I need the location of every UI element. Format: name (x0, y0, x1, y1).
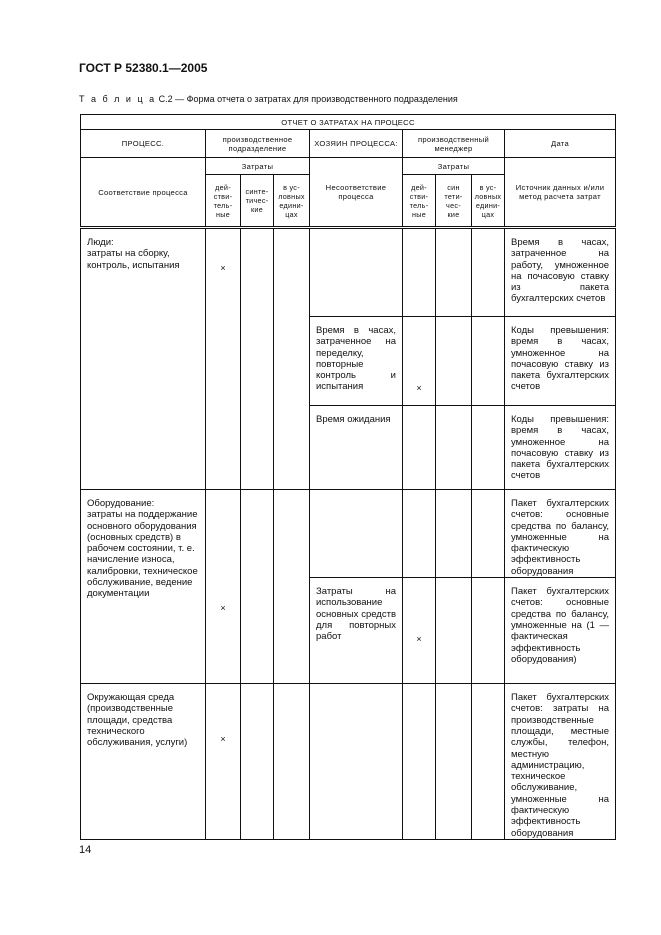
cost-report-table (80, 114, 616, 840)
header-data-source: Источник данных и/или метод расчета затрат (505, 158, 616, 228)
header-synthetic-costs-right: син тети- чес- кие (436, 175, 472, 228)
equipment-conformity: Оборудование: затраты на поддержание основного оборудования (основных средств) в рабочем состоянии, т. е. начисление износа, калибровки, техническое обслуживание, ведение документации (81, 490, 206, 684)
table-row (81, 228, 616, 317)
environment-actual-mark: × (206, 684, 241, 840)
header-actual-costs: дей- стви- тель- ные (206, 175, 241, 228)
header-synthetic-costs: синте- тичес- кие (241, 175, 274, 228)
header-costs-left: Затраты (206, 158, 310, 175)
people-conformity: Люди: затраты на сборку, контроль, испытания (81, 228, 206, 490)
people-actual-mark: × (206, 228, 241, 490)
rework-nonconformity: Время в часах, затраченное на переделку, повторные контроль и испытания (310, 317, 403, 406)
header-process: ПРОЦЕСС. (81, 130, 206, 158)
equipment-source: Пакет бухгалтерских счетов: основные средства по балансу, умноженные на фактическую эффективность оборудования (505, 490, 616, 578)
environment-source: Пакет бухгалтерских счетов: затраты на производственные площади, местные службы, телефон, местную администрацию, техническое обслуживание, умноженные на фактическую эффективность оборудования (505, 684, 616, 840)
header-process-nonconformity: Несоответствие процесса (310, 158, 403, 228)
header-date: Дата (505, 130, 616, 158)
caption-text: С.2 — Форма отчета о затратах для производственного подразделения (158, 94, 458, 104)
equipment-repeat-actual-mark: × (403, 578, 436, 684)
table-caption (79, 94, 458, 104)
waiting-source: Коды превышения: время в часах, умноженное на почасовую ставку из пакета бухгалтерских счетов (505, 406, 616, 490)
header-conditional-costs-right: в ус- ловных едини- цах (472, 175, 505, 228)
document-title: ГОСТ Р 52380.1—2005 (79, 61, 208, 75)
rework-source: Коды превышения: время в часах, умноженное на почасовую ставку из пакета бухгалтерских счетов (505, 317, 616, 406)
header-actual-costs-right: дей- стви- тель- ные (403, 175, 436, 228)
environment-conformity: Окружающая среда (производственные площади, средства технического обслуживания, услуги) (81, 684, 206, 840)
header-production-unit: производственное подразделение (206, 130, 310, 158)
equipment-repeat-source: Пакет бухгалтерских счетов: основные средства по балансу, умноженные на (1 — фактическая эффективность оборудования) (505, 578, 616, 684)
table-row (81, 684, 616, 840)
rework-actual-mark: × (403, 317, 436, 406)
caption-label: Т а б л и ц а (79, 94, 157, 104)
header-production-manager: производственный менеджер (403, 130, 505, 158)
people-source: Время в часах, затраченное на работу, умноженное на почасовую ставку из пакета бухгалтерских счетов (505, 228, 616, 317)
header-process-conformity: Соответствие процесса (81, 158, 206, 228)
report-title: ОТЧЕТ О ЗАТРАТАХ НА ПРОЦЕСС (81, 115, 616, 130)
equipment-actual-mark: × (206, 490, 241, 684)
header-costs-right: Затраты (403, 158, 505, 175)
header-process-owner: ХОЗЯИН ПРОЦЕССА: (310, 130, 403, 158)
table-row (81, 490, 616, 578)
equipment-repeat-nonconformity: Затраты на использование основных средств для повторных работ (310, 578, 403, 684)
header-conditional-costs: в ус- ловных едини- цах (274, 175, 310, 228)
page-number: 14 (79, 844, 92, 856)
waiting-nonconformity: Время ожидания (310, 406, 403, 490)
